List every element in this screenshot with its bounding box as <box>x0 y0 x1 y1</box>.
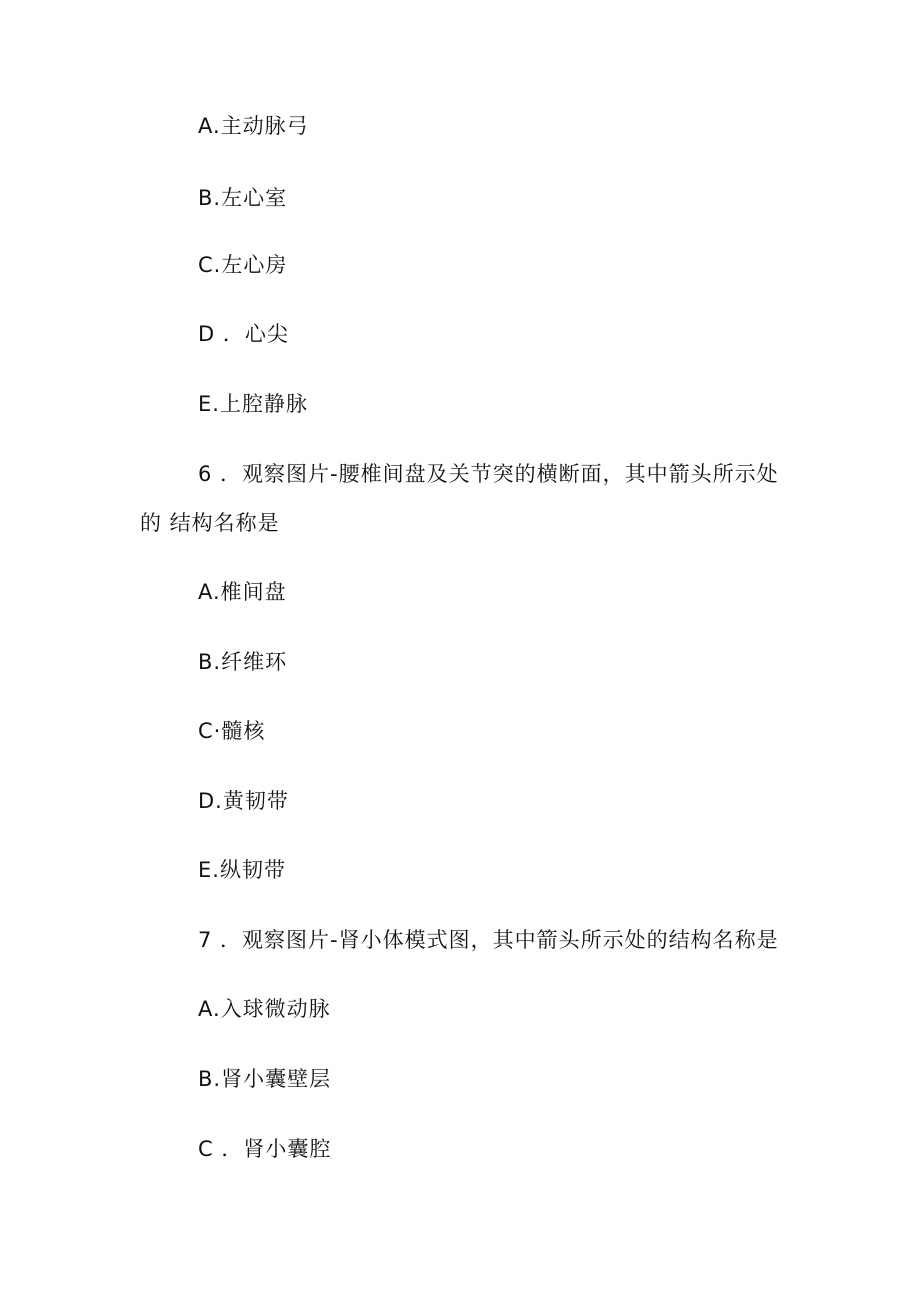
q7-option-b: B.肾小囊壁层 <box>198 1067 332 1091</box>
q6-option-a: A.椎间盘 <box>198 580 287 604</box>
q6-option-b: B.纤维环 <box>198 650 288 674</box>
q5-option-b: B.左心室 <box>198 186 288 210</box>
q6-option-c: C·髓核 <box>198 719 266 743</box>
q6-option-d: D.黄韧带 <box>198 789 289 813</box>
q5-option-d: D ．心尖 <box>198 322 289 346</box>
q7-option-a: A.入球微动脉 <box>198 997 331 1021</box>
q7-option-c: C ．肾小囊腔 <box>198 1137 332 1161</box>
q6-stem-line2: 的 结构名称是 <box>140 511 280 535</box>
q5-option-e: E.上腔静脉 <box>198 392 308 416</box>
q6-stem-line1: 6 ．观察图片-腰椎间盘及关节突的横断面，其中箭头所示处 <box>198 462 779 486</box>
q6-option-e: E.纵韧带 <box>198 858 286 882</box>
q5-option-a: A.主动脉弓 <box>198 114 309 138</box>
q7-stem: 7 ．观察图片-肾小体模式图，其中箭头所示处的结构名称是 <box>198 928 779 952</box>
q5-option-c: C.左心房 <box>198 253 288 277</box>
